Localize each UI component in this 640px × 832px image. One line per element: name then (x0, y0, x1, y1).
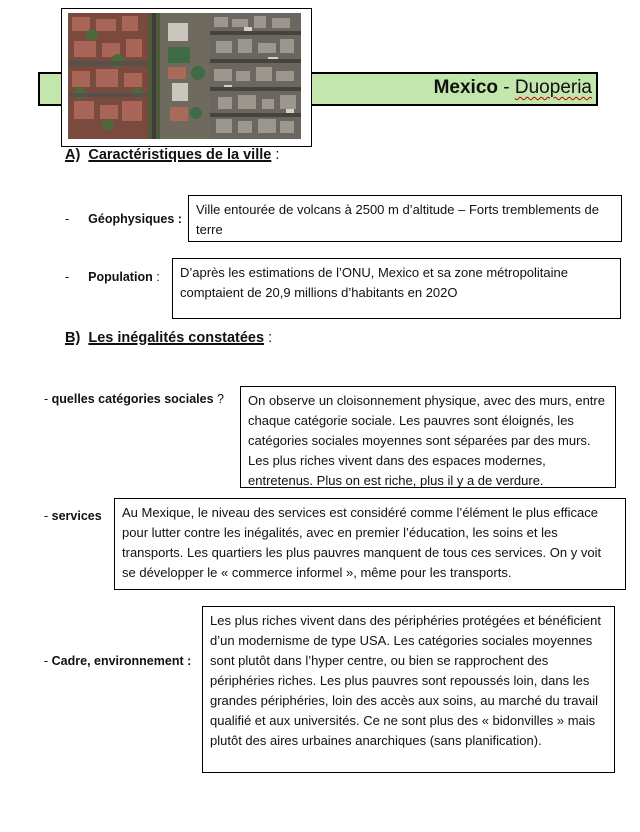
geophysics-label (65, 212, 182, 226)
social-categories-question-mark: ? (213, 392, 224, 406)
geophysics-label-text: Géophysiques : (88, 212, 182, 226)
section-b-heading (65, 330, 272, 346)
city-name: Mexico (433, 77, 498, 98)
social-categories-textbox: On observe un cloisonnement physique, avec des murs, entre chaque catégorie sociale. Les pauvres sont éloignés, les catégories sociales moyennes sont séparées par des murs. Les plus riches vivent dans des espaces modernes, entretenus. Plus on est riche, plus il y a de verdure. (240, 386, 616, 488)
social-categories-label-text: quelles catégories sociales (51, 392, 214, 406)
population-label-text: Population (88, 270, 153, 284)
social-categories-label (44, 392, 224, 406)
section-a-title: Caractéristiques de la ville (88, 147, 272, 163)
environment-label-text: Cadre, environnement : (51, 654, 192, 668)
section-b-title: Les inégalités constatées (88, 330, 265, 346)
bullet-dash: - (44, 654, 52, 668)
title-subtitle: Duoperia (514, 77, 592, 98)
document-title (434, 77, 592, 99)
population-textbox: D’après les estimations de l’ONU, Mexico et sa zone métropolitaine comptaient de 20,9 millions d’habitants en 202O (172, 258, 621, 319)
aerial-photo-image (68, 13, 301, 139)
environment-label (44, 654, 191, 668)
population-label-colon: : (152, 270, 160, 284)
bullet-dash: - (44, 509, 52, 523)
section-a-letter: A) (65, 147, 81, 163)
environment-textbox: Les plus riches vivent dans des périphéries protégées et bénéficient d’un modernisme de type USA. Les catégories sociales moyennes sont plutôt dans l’hyper centre, ou bien se rapprochent des périphéries riches. Les plus pauvres sont repoussés loin, dans les grandes périphéries, loin des accès aux soins, au marché du travail qualifié et aux universités. Ce ne sont plus des « bidonvilles » mais plutôt des aires urbaines anarchiques (sans planification). (202, 606, 615, 773)
title-separator: - (498, 77, 515, 98)
bullet-dash: - (65, 270, 70, 284)
section-b-colon: : (264, 330, 273, 346)
bullet-dash: - (65, 212, 70, 226)
section-a-heading (65, 147, 279, 163)
services-label-text: services (51, 509, 102, 523)
services-textbox: Au Mexique, le niveau des services est considéré comme l’élément le plus efficace pour lutter contre les inégalités, avec en premier l’éducation, les soins et les transports. Les quartiers les plus pauvres manquent de tous ces services. On y voit se développer le « commerce informel », même pour les transports. (114, 498, 626, 590)
population-label (65, 270, 160, 284)
section-a-colon: : (271, 147, 280, 163)
section-b-letter: B) (65, 330, 81, 346)
bullet-dash: - (44, 392, 52, 406)
aerial-photo-frame (61, 8, 312, 147)
aerial-photo (68, 13, 301, 139)
geophysics-textbox: Ville entourée de volcans à 2500 m d’altitude – Forts tremblements de terre (188, 195, 622, 242)
services-label (44, 509, 102, 523)
